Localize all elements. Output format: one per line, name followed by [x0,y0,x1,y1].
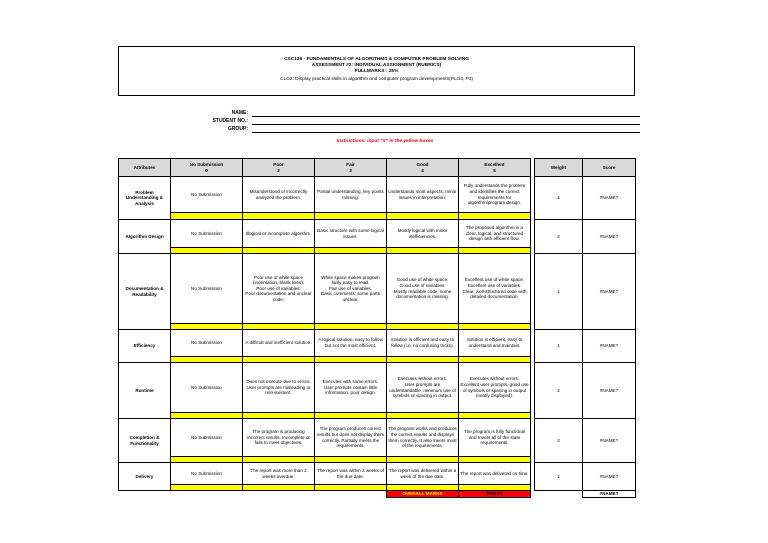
rubric-cell: The report was within 2 weeks of the due date. [315,463,387,485]
total-score: #NAME? [583,491,636,498]
rubric-cell: Executes without errors. User prompts are understandable, minimum use of symbols or spacing in output. [387,363,459,413]
score-cell: #NAME? [583,363,636,419]
attribute-cell: Efficiency [119,330,171,363]
mark-box[interactable] [315,213,387,220]
student-no-line[interactable] [252,124,640,125]
mark-box[interactable] [387,213,459,220]
rubric-cell: No Submission [171,177,243,213]
rubric-cell: No Submission [171,330,243,357]
rubric-cell: Solution is efficient, easy to understand and maintain. [459,330,531,357]
level-header-3: Fair 3 [315,159,387,177]
attribute-cell: Problem Understanding & Analysis [119,177,171,220]
score-cell: #NAME? [583,254,636,330]
rubric-cell: The program produces correct results but does not display them correctly. Partially meets the requirements. [315,419,387,457]
table-row [119,177,636,213]
rubric-cell: Poor use of white space (indentation, blank lines). Poor use of variables. Poor documentation and unclear code. [243,254,315,324]
mark-box[interactable] [243,213,315,220]
attribute-cell: Completion & Functionality [119,419,171,463]
rubric-cell: Good use of white space. Good use of variables. Mostly readable code; some documentation is missing. [387,254,459,324]
name-line[interactable] [252,116,640,117]
overall-marks-label: OVERALL MARKS [387,491,459,498]
table-row [119,419,636,457]
rubric-cell: Executes without errors. Excellent user prompts, good use of symbols or spacing in output (neatly displayed). [459,363,531,413]
instructions-text: Instructions: input "X" in the yellow boxes [336,139,434,144]
rubric-cell: No Submission [171,463,243,485]
rubric-cell: No Submission [171,419,243,457]
table-row [119,330,636,357]
weight-cell: 2 [535,220,583,254]
rubric-cell: The report was delivered on time. [459,463,531,485]
level-header-2: Poor 2 [243,159,315,177]
student-no-row [180,118,640,126]
footer-row [119,491,636,498]
group-row [180,126,640,134]
table-row [119,463,636,485]
weight-cell: 1 [535,330,583,363]
rubric-cell: Misunderstood or incorrectly analyzed the problem. [243,177,315,213]
weight-header: Weight [535,159,583,177]
rubric-cell: Partial understanding, key points missing. [315,177,387,213]
rubric-cell: Illogical or incomplete algorithm. [243,220,315,248]
rubric-cell: No Submission [171,254,243,324]
rubric-cell: The program is fully functional and meets all of the state requirements. [459,419,531,457]
mark-box[interactable] [459,213,531,220]
rubric-cell: Excellent use of white space. Excellent use of variables. Clear, well-structured code with detailed documentation. [459,254,531,324]
table-row [119,363,636,413]
score-cell: #NAME? [583,177,636,220]
score-header: Score [583,159,636,177]
rubric-cell: No Submission [171,220,243,248]
attribute-cell: Algorithm Design [119,220,171,254]
attribute-cell: Runtime [119,363,171,419]
rubric-cell: Does not execute due to errors. User prompts are misleading or non-existent. [243,363,315,413]
weight-cell: 1 [535,463,583,491]
mark-box[interactable] [171,213,243,220]
weight-cell: 1 [535,177,583,220]
score-cell: #NAME? [583,463,636,491]
rubric-cell: The program works and produces the correct results and displays them correctly. It also meets most of the requirements. [387,419,459,457]
rubric-cell: No Submission [171,363,243,413]
group-line[interactable] [252,132,640,133]
name-label: NAME: [231,110,248,116]
rubric-cell: The report was delivered within a week of the due date. [387,463,459,485]
rubric-cell: A logical solution, easy to follow but not the most efficient. [315,330,387,357]
score-cell: #NAME? [583,419,636,463]
score-cell: #NAME? [583,220,636,254]
per-50-label: PER 50 [459,491,531,498]
weight-cell: 1 [535,254,583,330]
rubric-cell: A difficult and inefficient solution. [243,330,315,357]
rubric-cell: Basic structure with some logical issues. [315,220,387,248]
table-row [119,220,636,248]
rubric-cell: Mostly logical with minor inefficiencies. [387,220,459,248]
header-box [118,46,635,96]
rubric-cell: The proposed algorithm is a clear, logical, and structured design with efficient flow. [459,220,531,248]
rubric-table [118,158,636,498]
rubric-cell: Solution is efficient and easy to follow (i.e. no confusing tricks). [387,330,459,357]
weight-cell: 2 [535,363,583,419]
score-cell: #NAME? [583,330,636,363]
clo-text: CLO2: Display practical skills in algorithm and computer program developments(PLO3, P3) [279,77,474,82]
student-no-label: STUDENT NO.: [212,118,248,124]
attribute-cell: Documentation & Readability [119,254,171,330]
name-row [180,110,640,118]
assessment-subtitle: ASSESSMENT #2: INDIVIDUAL ASSIGNMENT (RUBRICS) [311,63,442,68]
weight-cell: 2 [535,419,583,463]
course-title: CSC126 - FUNDAMENTALS OF ALGORITHMS & COMPUTER PROBLEM SOLVING [284,57,469,62]
rubric-cell: Fully understands the problem and identifies the correct requirements for algorithm/program design. [459,177,531,213]
level-header-4: Good 4 [387,159,459,177]
attribute-cell: Delivery [119,463,171,491]
rubric-cell: White space makes program fairly easy to read. Fair use of variables. Basic comments; some parts unclear. [315,254,387,324]
table-row [119,254,636,324]
rubric-cell: Executes with some errors. User prompts contain little information, poor design. [315,363,387,413]
rubric-cell: Understands most aspects; minor issues in interpretation. [387,177,459,213]
rubric-cell: The program is producing incorrect results. Incomplete or fails to meet objectives. [243,419,315,457]
fullmarks: FULLMARKS : 25% [354,69,399,74]
group-label: GROUP: [228,126,248,132]
attributes-header: Attributes [119,159,171,177]
rubric-cell: The report was more than 2 weeks overdue. [243,463,315,485]
level-header-0: No Submission 0 [171,159,243,177]
level-header-5: Excellent 5 [459,159,531,177]
